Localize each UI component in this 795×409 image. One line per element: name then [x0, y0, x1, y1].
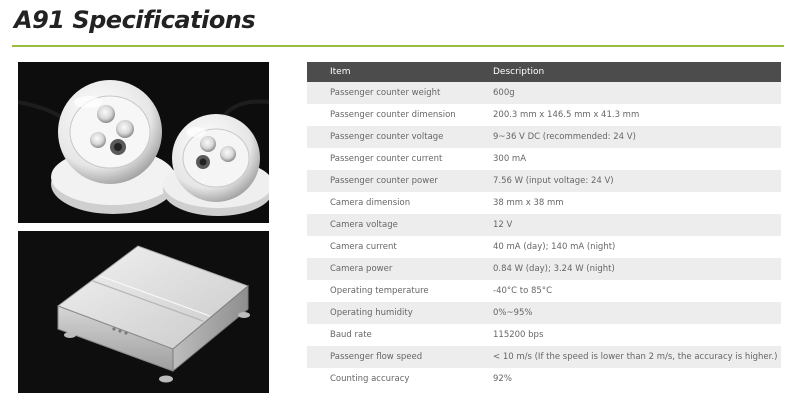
- cell-description: 9~36 V DC (recommended: 24 V): [470, 126, 781, 148]
- title-underline: [12, 45, 784, 47]
- cell-description: < 10 m/s (If the speed is lower than 2 m/s, the accuracy is higher.): [470, 346, 781, 368]
- cell-item: Passenger flow speed: [307, 346, 470, 368]
- table-row: [307, 148, 781, 170]
- column-header-description: Description: [470, 62, 781, 82]
- table-row: [307, 126, 781, 148]
- cell-item: Passenger counter current: [307, 148, 470, 170]
- controller-photo: [18, 231, 269, 393]
- table-row: [307, 170, 781, 192]
- table-row: [307, 82, 781, 104]
- cell-description: 0%~95%: [470, 302, 781, 324]
- cell-item: Baud rate: [307, 324, 470, 346]
- table-row: [307, 104, 781, 126]
- cell-description: 600g: [470, 82, 781, 104]
- table-row: [307, 214, 781, 236]
- table-row: [307, 258, 781, 280]
- specifications-table: [307, 62, 781, 390]
- table-row: [307, 302, 781, 324]
- cameras-photo: [18, 62, 269, 223]
- cell-item: Operating humidity: [307, 302, 470, 324]
- cell-item: Operating temperature: [307, 280, 470, 302]
- table-row: [307, 236, 781, 258]
- cell-description: 12 V: [470, 214, 781, 236]
- page-title: A91 Specifications: [14, 6, 256, 34]
- table-header-row: [307, 62, 781, 82]
- column-header-item: Item: [307, 62, 470, 82]
- cell-description: 7.56 W (input voltage: 24 V): [470, 170, 781, 192]
- dome-cameras-illustration: [18, 62, 269, 223]
- table-row: [307, 346, 781, 368]
- cell-description: 0.84 W (day); 3.24 W (night): [470, 258, 781, 280]
- cell-item: Camera dimension: [307, 192, 470, 214]
- cell-item: Passenger counter power: [307, 170, 470, 192]
- cell-description: 40 mA (day); 140 mA (night): [470, 236, 781, 258]
- cell-item: Camera voltage: [307, 214, 470, 236]
- cell-item: Passenger counter dimension: [307, 104, 470, 126]
- cell-item: Counting accuracy: [307, 368, 470, 390]
- table-row: [307, 280, 781, 302]
- cell-description: 300 mA: [470, 148, 781, 170]
- cell-item: Camera current: [307, 236, 470, 258]
- controller-box-illustration: [18, 231, 269, 393]
- cell-item: Camera power: [307, 258, 470, 280]
- cell-description: -40°C to 85°C: [470, 280, 781, 302]
- cell-description: 200.3 mm x 146.5 mm x 41.3 mm: [470, 104, 781, 126]
- table-row: [307, 192, 781, 214]
- cell-item: Passenger counter weight: [307, 82, 470, 104]
- cell-description: 115200 bps: [470, 324, 781, 346]
- cell-description: 92%: [470, 368, 781, 390]
- cell-description: 38 mm x 38 mm: [470, 192, 781, 214]
- table-row: [307, 368, 781, 390]
- table-row: [307, 324, 781, 346]
- cell-item: Passenger counter voltage: [307, 126, 470, 148]
